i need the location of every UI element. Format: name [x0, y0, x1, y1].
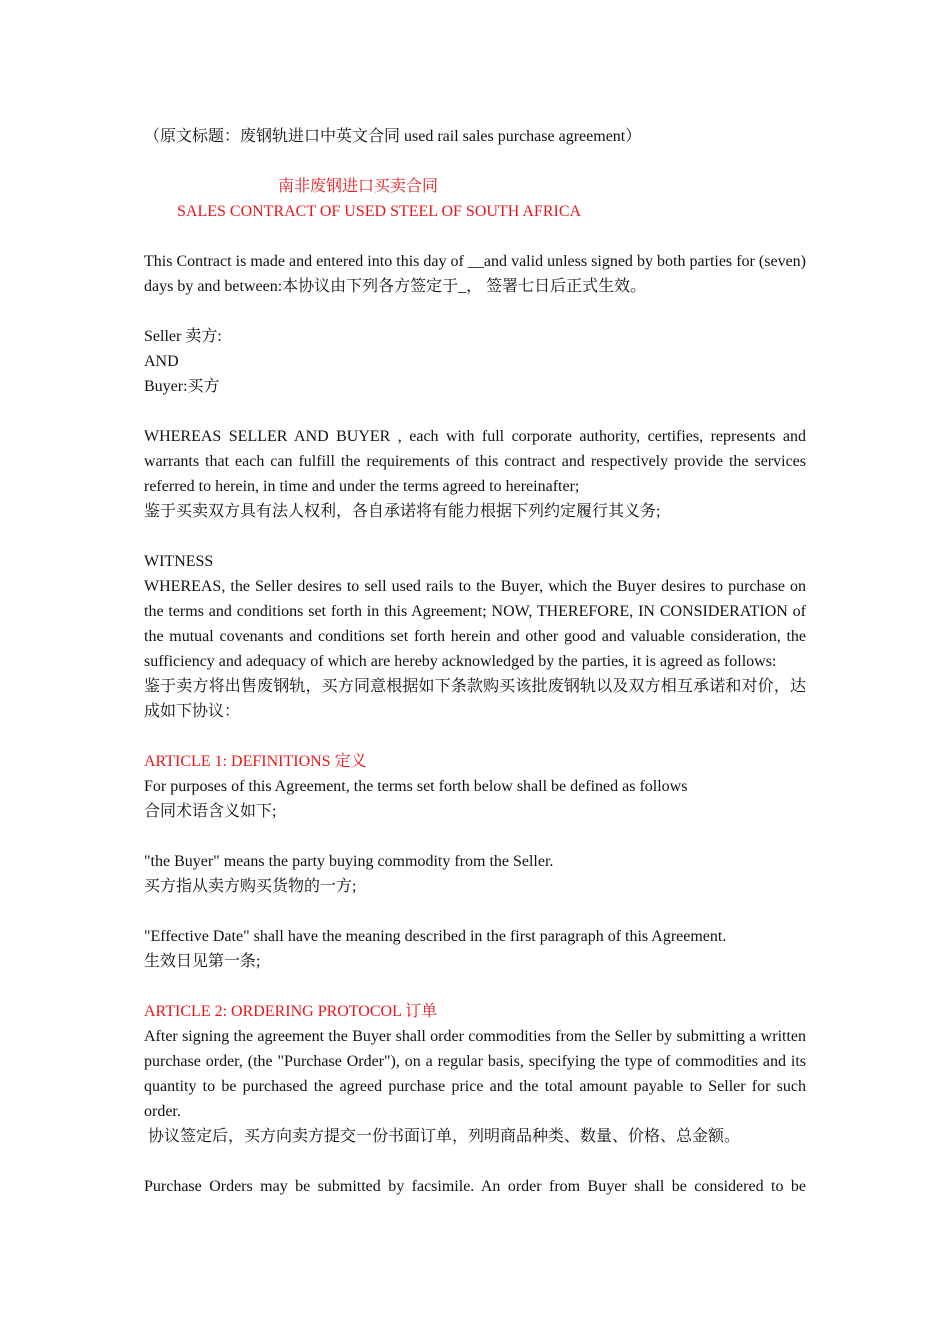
article-2-paragraph-en: After signing the agreement the Buyer shall order commodities from the Seller by submitting a written purchase order, (the "Purchase Order"), on a regular basis, specifying the type of commodities and its quantity to be purchased the agreed purchase price and the total amount payable to Seller for such order.	[144, 1028, 806, 1120]
spacer	[144, 149, 806, 174]
original-title: （原文标题：废钢轨进口中英文合同 used rail sales purchase agreement）	[144, 128, 642, 145]
spacer	[144, 824, 806, 849]
and-label: AND	[144, 353, 179, 370]
whereas-paragraph-en: WHEREAS SELLER AND BUYER , each with full corporate authority, certifies, represents and warrants that each can fulfill the requirements of this contract and respectively provide the services referred to herein, in time and under the terms agreed to hereinafter;	[144, 428, 806, 495]
spacer	[144, 724, 806, 749]
article-2-heading: ARTICLE 2: ORDERING PROTOCOL 订单	[144, 1003, 438, 1020]
spacer	[144, 974, 806, 999]
seller-label: Seller 卖方:	[144, 328, 222, 345]
article-2-paragraph-cn: 协议签定后，买方向卖方提交一份书面订单，列明商品种类、数量、价格、总金额。	[144, 1128, 741, 1145]
spacer	[144, 224, 806, 249]
spacer	[144, 299, 806, 324]
article-1-heading: ARTICLE 1: DEFINITIONS 定义	[144, 753, 367, 770]
document-page	[144, 124, 806, 1199]
whereas-paragraph-cn: 鉴于买卖双方具有法人权利，各自承诺将有能力根据下列约定履行其义务;	[144, 503, 661, 520]
article-1-text-en: For purposes of this Agreement, the terms set forth below shall be defined as follows	[144, 778, 688, 795]
buyer-definition-en: "the Buyer" means the party buying commodity from the Seller.	[144, 853, 554, 870]
witness-paragraph-en: WHEREAS, the Seller desires to sell used rails to the Buyer, which the Buyer desires to purchase on the terms and conditions set forth in this Agreement; NOW, THEREFORE, IN CONSIDERATION of the mutual covenants and conditions set forth herein and other good and valuable consideration, the sufficiency and adequacy of which are hereby acknowledged by the parties, it is agreed as follows:	[144, 578, 806, 670]
witness-paragraph-cn: 鉴于卖方将出售废钢轨，买方同意根据如下条款购买该批废钢轨以及双方相互承诺和对价，达成如下协议：	[144, 678, 806, 720]
purchase-orders-paragraph: Purchase Orders may be submitted by facsimile. An order from Buyer shall be considered to be	[144, 1178, 806, 1195]
witness-heading: WITNESS	[144, 553, 214, 570]
spacer	[144, 899, 806, 924]
intro-paragraph: This Contract is made and entered into this day of __and valid unless signed by both parties for (seven) days by and between:本协议由下列各方签定于_， 签署七日后正式生效。	[144, 253, 806, 295]
spacer	[144, 1149, 806, 1174]
buyer-label: Buyer:买方	[144, 378, 220, 395]
spacer	[144, 524, 806, 549]
spacer	[144, 399, 806, 424]
article-1-text-cn: 合同术语含义如下;	[144, 803, 277, 820]
effective-date-definition-cn: 生效日见第一条;	[144, 953, 261, 970]
contract-title-cn: 南非废钢进口买卖合同	[278, 178, 439, 195]
buyer-definition-cn: 买方指从卖方购买货物的一方;	[144, 878, 357, 895]
effective-date-definition-en: "Effective Date" shall have the meaning described in the first paragraph of this Agreement.	[144, 928, 727, 945]
contract-title-en: SALES CONTRACT OF USED STEEL OF SOUTH AFRICA	[177, 203, 582, 220]
